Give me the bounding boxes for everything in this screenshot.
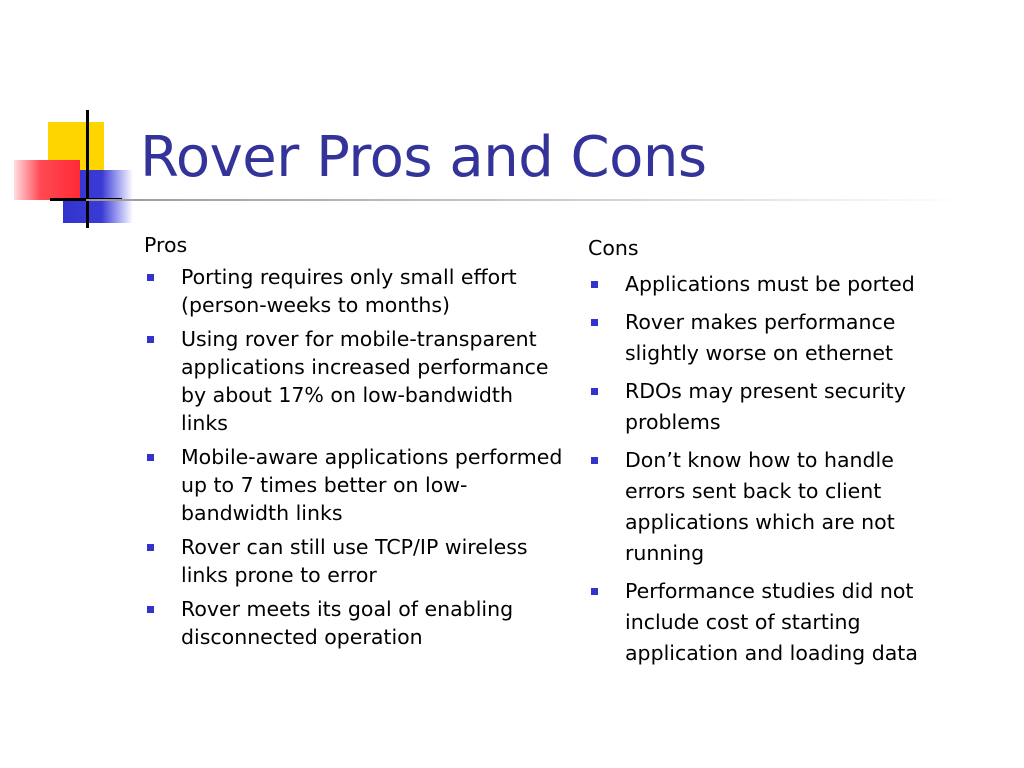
- square-bullet-icon: [591, 388, 598, 395]
- cons-item-text: Don’t know how to handle errors sent back to client applications which are not running: [625, 448, 895, 565]
- pros-list-item: [144, 533, 564, 589]
- pros-list-item: [144, 325, 564, 437]
- cons-item-text: RDOs may present security problems: [625, 379, 906, 434]
- decorative-logo: [0, 0, 140, 240]
- cons-list-item: [588, 576, 958, 669]
- square-bullet-icon: [147, 454, 154, 461]
- pros-list-item: [144, 263, 564, 319]
- square-bullet-icon: [147, 336, 154, 343]
- logo-vertical-line: [86, 110, 89, 228]
- cons-item-text: Applications must be ported: [625, 272, 915, 296]
- pros-heading: Pros: [144, 233, 188, 257]
- square-bullet-icon: [591, 588, 598, 595]
- cons-item-text: Performance studies did not include cost of starting application and loading data: [625, 579, 918, 665]
- slide-title: Rover Pros and Cons: [140, 125, 707, 190]
- cons-list: [588, 269, 958, 669]
- square-bullet-icon: [147, 606, 154, 613]
- cons-heading: Cons: [588, 236, 639, 260]
- pros-list-item: [144, 443, 564, 527]
- cons-list-item: [588, 307, 958, 369]
- square-bullet-icon: [591, 457, 598, 464]
- pros-item-text: Porting requires only small effort (person-weeks to months): [181, 265, 517, 317]
- pros-item-text: Rover meets its goal of enabling disconnected operation: [181, 597, 514, 649]
- cons-column: [588, 234, 958, 676]
- square-bullet-icon: [147, 274, 154, 281]
- title-underline: [86, 199, 966, 201]
- pros-list-item: [144, 595, 564, 651]
- pros-column: [144, 231, 564, 657]
- logo-red-square: [14, 160, 80, 200]
- pros-item-text: Using rover for mobile-transparent applications increased performance by about 17% on low-bandwidth links: [181, 327, 549, 435]
- cons-list-item: [588, 269, 958, 300]
- pros-item-text: Rover can still use TCP/IP wireless links prone to error: [181, 535, 528, 587]
- cons-list-item: [588, 376, 958, 438]
- pros-item-text: Mobile-aware applications performed up to 7 times better on low-bandwidth links: [181, 445, 563, 525]
- square-bullet-icon: [591, 319, 598, 326]
- cons-list-item: [588, 445, 958, 569]
- cons-item-text: Rover makes performance slightly worse on ethernet: [625, 310, 896, 365]
- pros-list: [144, 263, 564, 651]
- square-bullet-icon: [591, 281, 598, 288]
- square-bullet-icon: [147, 544, 154, 551]
